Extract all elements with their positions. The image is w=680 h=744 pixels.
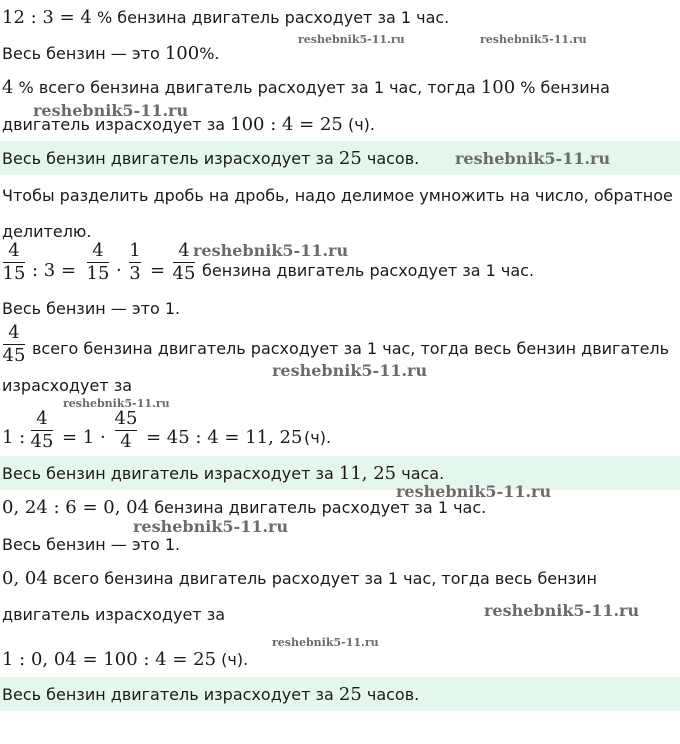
- b1-l4-tail: (ч).: [347, 115, 375, 134]
- b2-answer: [2, 463, 444, 484]
- watermark: reshebnik5-11.ru: [272, 636, 379, 649]
- b1-l2-tail: %.: [199, 44, 220, 63]
- b2-frac-5-num: 4: [8, 322, 20, 343]
- b1-answer-math: 25: [338, 148, 362, 169]
- b2-answer-text: Весь бензин двигатель израсходует за: [2, 464, 334, 483]
- b3-l5-tail: (ч).: [221, 650, 249, 669]
- b1-answer: [2, 148, 419, 169]
- b2-calc-frac-2: [114, 408, 138, 453]
- b2-line-4: израсходует за: [2, 376, 133, 395]
- b1-line-1: [2, 8, 449, 28]
- b2-frac-2-den: 15: [86, 263, 110, 284]
- b2-calc-frac-1-den: 45: [30, 431, 54, 452]
- b2-calc-frac-1-num: 4: [36, 408, 48, 429]
- b2-answer-tail: часа.: [401, 464, 445, 483]
- b2-frac-3-num: 1: [129, 240, 141, 261]
- b1-l3-math2: 100: [480, 77, 516, 98]
- b1-l2-math: 100: [164, 43, 200, 64]
- b2-frac-5: [2, 322, 26, 367]
- b3-l3-text: всего бензина двигатель расходует за 1 час, тогда весь бензин: [52, 569, 597, 588]
- b2-frac-2-num: 4: [92, 240, 104, 261]
- b2-l1-text: бензина двигатель расходует за 1 час.: [202, 261, 535, 280]
- watermark: reshebnik5-11.ru: [455, 149, 611, 168]
- rule-line-1: Чтобы разделить дробь на дробь, надо делимое умножить на число, обратное: [2, 186, 673, 205]
- b1-answer-tail: часов.: [366, 149, 420, 168]
- b3-answer-band: [0, 677, 680, 711]
- b2-calc-tail: (ч).: [304, 428, 332, 447]
- b3-l5-math: 1 : 0, 04 = 100 : 4 = 25: [2, 649, 217, 670]
- b2-op-3: =: [150, 260, 166, 281]
- b3-line-2: Весь бензин — это 1.: [2, 535, 181, 554]
- b1-l3-tail: % бензина: [520, 78, 610, 97]
- b2-frac-1-num: 4: [8, 240, 20, 261]
- b2-frac-3: [128, 240, 142, 285]
- b2-calc-op-2: = 1 ·: [62, 427, 106, 448]
- b3-answer-tail: часов.: [366, 685, 420, 704]
- watermark: reshebnik5-11.ru: [396, 482, 552, 501]
- b3-line-3: [2, 569, 597, 589]
- b1-l3-math: 4: [2, 77, 14, 98]
- b1-l4-text: двигатель израсходует за: [2, 115, 226, 134]
- watermark: reshebnik5-11.ru: [63, 397, 170, 410]
- b2-op-2: ·: [116, 260, 122, 281]
- b1-l1-text: % бензина двигатель расходует за 1 час.: [96, 8, 450, 27]
- b2-answer-band: [0, 456, 680, 490]
- watermark: reshebnik5-11.ru: [193, 241, 349, 260]
- b1-l1-math: 12 : 3 = 4: [2, 7, 92, 28]
- b3-line-5: [2, 650, 248, 670]
- watermark: reshebnik5-11.ru: [298, 33, 405, 46]
- b2-frac-5-den: 45: [2, 345, 26, 366]
- b2-calc-frac-1: [30, 408, 54, 453]
- b1-line-2: [2, 44, 219, 64]
- b2-op-1: : 3 =: [32, 260, 77, 281]
- b3-l1-text: бензина двигатель расходует за 1 час.: [154, 498, 487, 517]
- b1-l4-math: 100 : 4 = 25: [230, 114, 343, 135]
- b1-l2-text: Весь бензин — это: [2, 44, 160, 63]
- b2-l3-text: всего бензина двигатель расходует за 1 час, тогда весь бензин двигатель: [32, 339, 670, 358]
- b1-line-3: [2, 78, 610, 98]
- b2-frac-4-num: 4: [178, 240, 190, 261]
- b3-answer-text: Весь бензин двигатель израсходует за: [2, 685, 334, 704]
- b3-l1-math: 0, 24 : 6 = 0, 04: [2, 497, 150, 518]
- b2-calc-op-1: 1 :: [2, 427, 26, 448]
- watermark: reshebnik5-11.ru: [480, 33, 587, 46]
- b2-frac-3-den: 3: [129, 263, 141, 284]
- watermark: reshebnik5-11.ru: [272, 361, 428, 380]
- b3-l3-math: 0, 04: [2, 568, 48, 589]
- b1-l3-text: % всего бензина двигатель расходует за 1 час, тогда: [18, 78, 476, 97]
- b2-calc-frac-2-num: 45: [114, 408, 138, 429]
- b3-line-1: [2, 498, 486, 518]
- b3-answer-math: 25: [338, 684, 362, 705]
- b3-answer: [2, 684, 419, 705]
- watermark: reshebnik5-11.ru: [133, 517, 289, 536]
- b1-answer-text: Весь бензин двигатель израсходует за: [2, 149, 334, 168]
- watermark: reshebnik5-11.ru: [484, 601, 640, 620]
- b3-line-4: двигатель израсходует за: [2, 605, 226, 624]
- b2-frac-1: [2, 240, 26, 285]
- b2-frac-4-den: 45: [172, 263, 196, 284]
- b2-line-2: Весь бензин — это 1.: [2, 299, 181, 318]
- watermark: reshebnik5-11.ru: [33, 101, 189, 120]
- b2-calc-frac-2-den: 4: [120, 431, 132, 452]
- b2-frac-1-den: 15: [2, 263, 26, 284]
- b2-answer-math: 11, 25: [338, 463, 397, 484]
- rule-line-2: делителю.: [2, 222, 92, 241]
- b2-frac-2: [86, 240, 110, 285]
- b2-calc-op-3: = 45 : 4 = 11, 25: [146, 427, 303, 448]
